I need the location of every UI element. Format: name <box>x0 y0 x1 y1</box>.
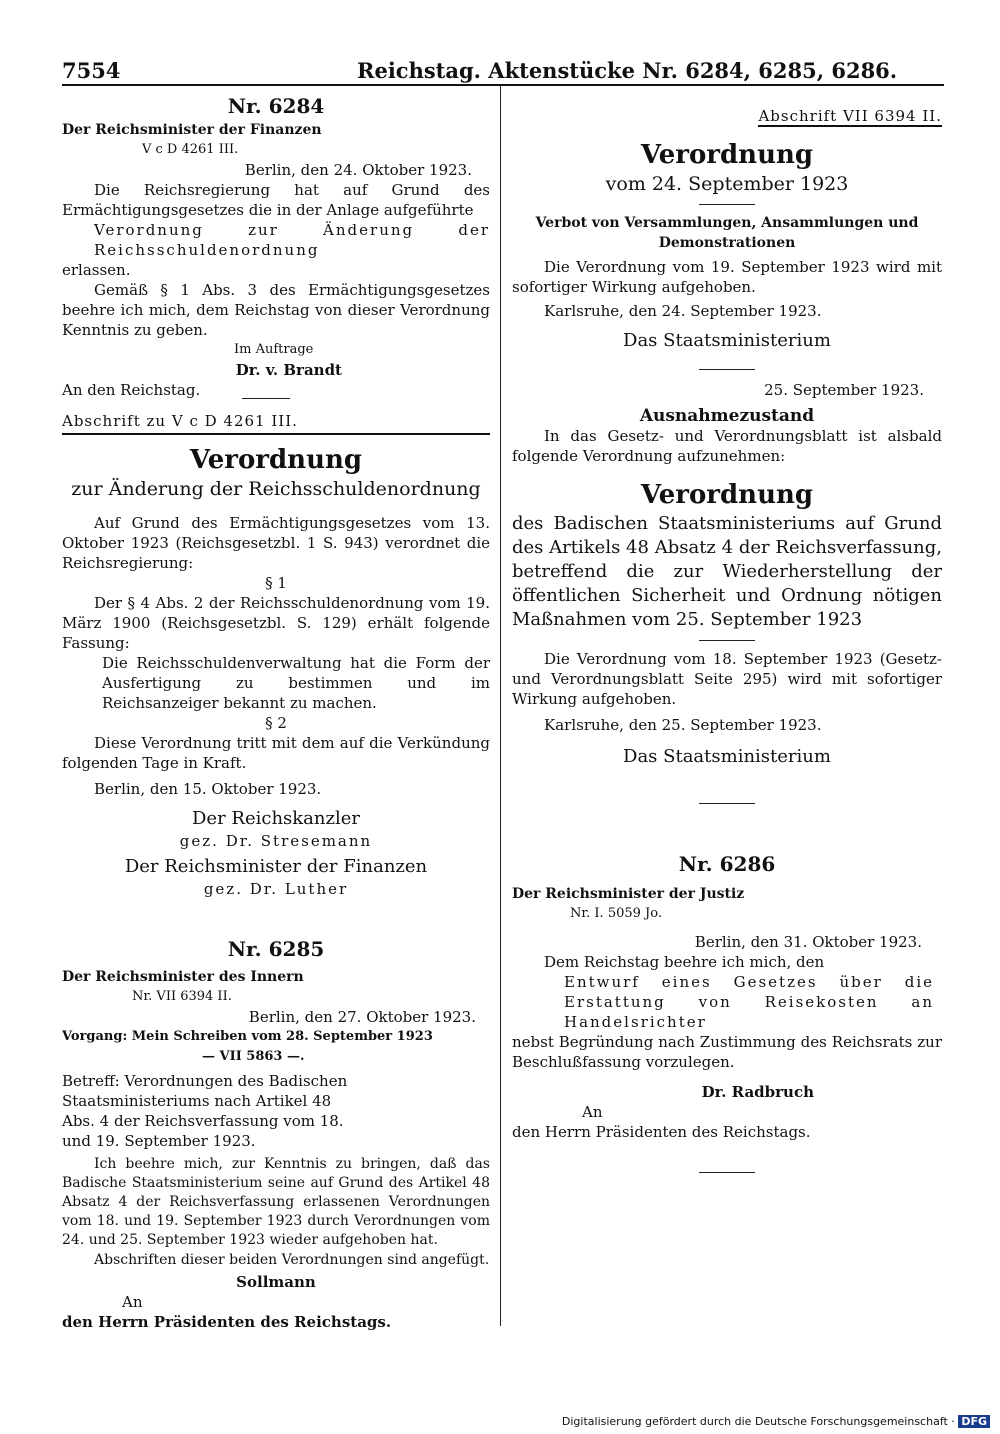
signatory: Das Staatsministerium <box>623 330 831 351</box>
left-column <box>62 96 490 1332</box>
doc-number: Nr. 6284 <box>227 94 325 118</box>
recipient: den Herrn Präsidenten des Reichstags. <box>512 1123 811 1141</box>
section-mark: § 2 <box>265 714 287 732</box>
document-6285 <box>62 939 490 1332</box>
separator <box>699 369 755 370</box>
sender: Der Reichsminister der Finanzen <box>62 122 322 138</box>
bill-title: Entwurf eines Gesetzes über die Erstattung von Reisekosten an Handelsrichter <box>564 973 934 1031</box>
decree-subtitle: vom 24. September 1923 <box>605 173 849 195</box>
document-6286 <box>512 854 942 1173</box>
sender: Der Reichsminister des Innern <box>62 969 304 985</box>
running-title: Reichstag. Aktenstücke Nr. 6284, 6285, 6286. <box>357 58 898 83</box>
addressee-an: An <box>582 1103 603 1121</box>
reference: Nr. VII 6394 II. <box>132 989 232 1004</box>
paragraph: Der § 4 Abs. 2 der Reichsschuldenordnung vom 19. März 1900 (Reichsgesetzbl. S. 129) erhält folgende Fassung: <box>62 594 490 652</box>
date-line: Berlin, den 24. Oktober 1923. <box>244 161 472 179</box>
paragraph: Ich beehre mich, zur Kenntnis zu bringen, daß das Badische Staatsministerium seine auf Grund des Artikel 48 Absatz 4 der Reichsverfassung erlassenen Verordnungen vom 18. und 19. September 1923 durch Verordnungen vom 24. und 25. September 1923 wieder aufgehoben hat. <box>62 1156 490 1248</box>
header-rule <box>62 84 944 86</box>
doc-number: Nr. 6285 <box>227 937 325 961</box>
paragraph: Die Reichsregierung hat auf Grund des Ermächtigungsgesetzes die in der Anlage aufgeführte <box>62 181 490 219</box>
signatory: Das Staatsministerium <box>623 746 831 767</box>
paragraph: erlassen. <box>62 261 131 279</box>
decree-title: Verordnung zur Änderung der Reichsschuldenordnung <box>94 221 490 259</box>
paragraph: nebst Begründung nach Zustimmung des Reichsrats zur Beschlußfassung vorzulegen. <box>512 1033 942 1071</box>
separator <box>699 204 755 205</box>
separator <box>242 398 290 399</box>
column-divider <box>500 86 501 1326</box>
decree-subtitle: zur Änderung der Reichsschuldenordnung <box>71 478 481 500</box>
signature: Dr. v. Brandt <box>235 361 342 379</box>
paragraph: Abschriften dieser beiden Verordnungen sind angefügt. <box>94 1252 490 1268</box>
annex-decree <box>62 411 490 899</box>
separator <box>699 1172 755 1173</box>
separator <box>699 640 755 641</box>
paragraph: Die Verordnung vom 19. September 1923 wird mit sofortiger Wirkung aufgehoben. <box>512 258 942 296</box>
reference: V c D 4261 III. <box>142 142 239 157</box>
annex-decree-24 <box>512 106 942 370</box>
signature: Dr. Radbruch <box>701 1083 814 1101</box>
annex-label: Abschrift zu V c D 4261 III. <box>62 411 490 435</box>
on-behalf: Im Auftrage <box>234 342 314 357</box>
reference: Nr. I. 5059 Jo. <box>570 906 662 921</box>
sender: Der Reichsminister der Justiz <box>512 886 745 902</box>
signatory-name: gez. Dr. Luther <box>203 880 349 898</box>
paragraph: Dem Reichstag beehre ich mich, den <box>544 953 825 971</box>
paragraph: Auf Grund des Ermächtigungsgesetzes vom 13. Oktober 1923 (Reichsgesetzbl. 1 S. 943) verordnet die Reichsregierung: <box>62 514 490 572</box>
page-number: 7554 <box>62 58 121 83</box>
recipient: den Herrn Präsidenten des Reichstags. <box>62 1313 392 1331</box>
vorgang-ref: — VII 5863 —. <box>202 1049 305 1064</box>
doc-number: Nr. 6286 <box>678 852 776 876</box>
subject: Betreff: Verordnungen des Badischen Staatsministeriums nach Artikel 48 Abs. 4 der Reichsverfassung vom 18. und 19. September 1923. <box>62 1072 348 1150</box>
signatory-title: Der Reichsminister der Finanzen <box>124 856 428 877</box>
decree-heading: Verordnung <box>640 480 814 510</box>
decree-heading: Verordnung <box>189 445 363 475</box>
paragraph: Diese Verordnung tritt mit dem auf die Verkündung folgenden Tage in Kraft. <box>62 734 490 772</box>
date-line: 25. September 1923. <box>764 381 924 399</box>
footer <box>562 1415 990 1428</box>
vorgang: Vorgang: Mein Schreiben vom 28. September 1923 <box>62 1029 433 1044</box>
right-column <box>512 96 942 1181</box>
signature: Sollmann <box>236 1273 316 1291</box>
addressee-an: An <box>122 1293 143 1311</box>
paragraph: Gemäß § 1 Abs. 3 des Ermächtigungsgesetzes beehre ich mich, dem Reichstag von dieser Verordnung Kenntnis zu geben. <box>62 281 490 339</box>
quoted-text: Die Reichsschuldenverwaltung hat die Form der Ausfertigung zu bestimmen und im Reichsanzeiger bekannt zu machen. <box>102 654 490 712</box>
decree-description: des Badischen Staatsministeriums auf Grund des Artikels 48 Absatz 4 der Reichsverfassung, betreffend die zur Wiederherstellung der öffentlichen Sicherheit und Ordnung nötigen Maßnahmen vom 25. September 1923 <box>512 513 942 630</box>
annex-label <box>512 106 942 126</box>
decree-heading: Verordnung <box>640 140 814 170</box>
date-line: Berlin, den 31. Oktober 1923. <box>694 933 922 951</box>
section-mark: § 1 <box>265 574 287 592</box>
section-heading: Ausnahmezustand <box>639 406 815 426</box>
paragraph: Die Verordnung vom 18. September 1923 (Gesetz- und Verordnungsblatt Seite 295) wird mit sofortiger Wirkung aufgehoben. <box>512 650 942 708</box>
signatory-title: Der Reichskanzler <box>191 808 360 829</box>
recipient: An den Reichstag. <box>62 381 201 399</box>
date-line: Berlin, den 27. Oktober 1923. <box>248 1008 476 1026</box>
signatory-name: gez. Dr. Stresemann <box>179 832 373 850</box>
footer-text: Digitalisierung gefördert durch die Deutsche Forschungsgemeinschaft · <box>561 1415 955 1428</box>
annex-label-text: Abschrift VII 6394 II. <box>758 107 942 125</box>
dfg-logo: DFG <box>958 1415 990 1428</box>
date-line: Berlin, den 15. Oktober 1923. <box>94 780 322 798</box>
paragraph: In das Gesetz- und Verordnungsblatt ist alsbald folgende Verordnung aufzunehmen: <box>512 427 942 465</box>
annex-decree-25 <box>512 380 942 804</box>
section-heading: Verbot von Versammlungen, Ansammlungen und Demonstrationen <box>535 215 919 251</box>
separator <box>699 803 755 804</box>
date-line: Karlsruhe, den 25. September 1923. <box>544 716 822 734</box>
date-line: Karlsruhe, den 24. September 1923. <box>544 302 822 320</box>
document-6284 <box>62 96 490 399</box>
